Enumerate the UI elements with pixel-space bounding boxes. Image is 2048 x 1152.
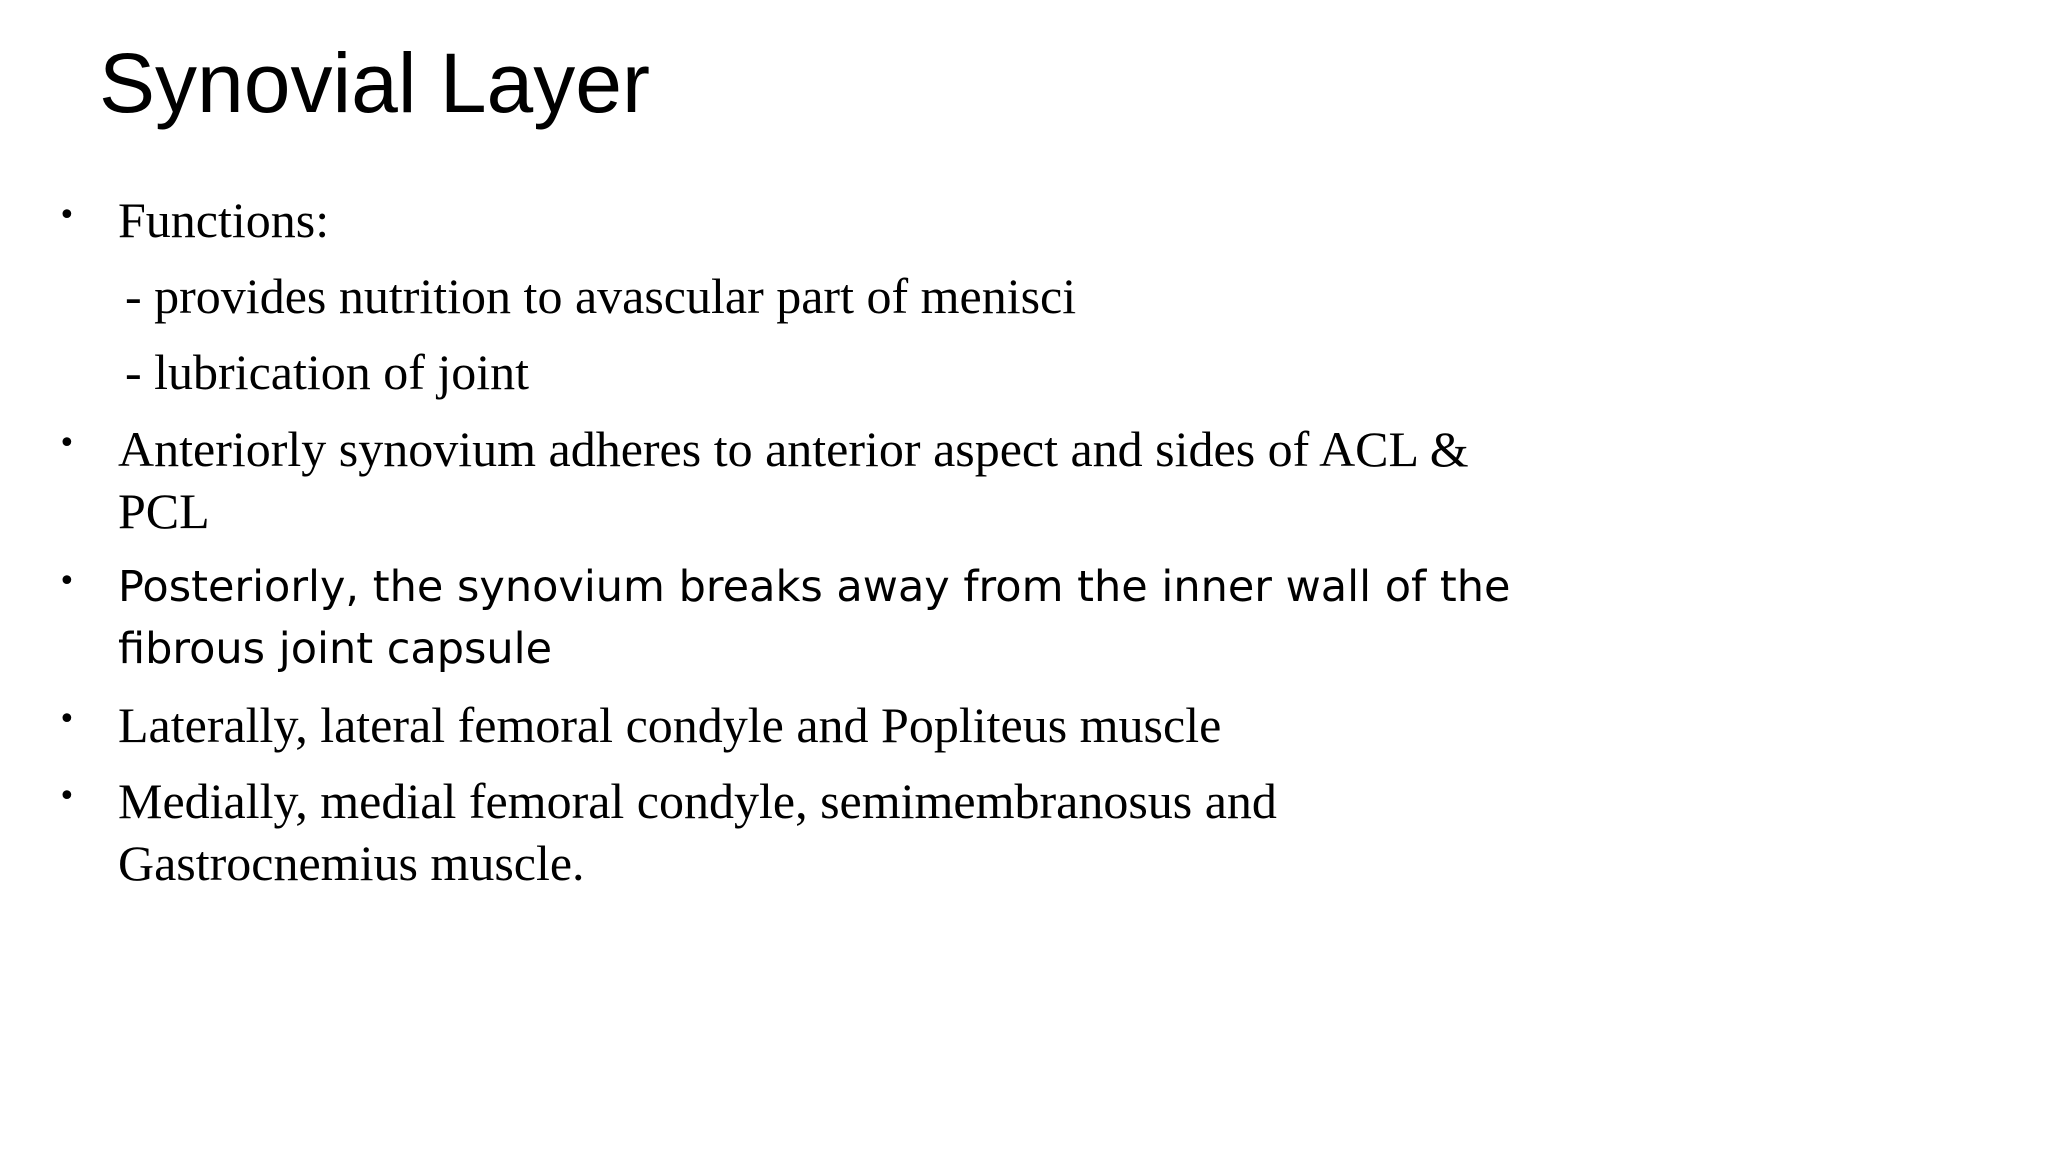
- bullet-anteriorly-line2: PCL: [118, 483, 210, 539]
- bullet-functions: Functions:: [118, 192, 330, 248]
- bullet-posteriorly-line2: fibrous joint capsule: [118, 624, 553, 674]
- bullet-medially-line2: Gastrocnemius muscle.: [118, 835, 585, 891]
- bullet-marker: •: [58, 702, 76, 737]
- slide-title: Synovial Layer: [99, 36, 650, 130]
- bullet-marker: •: [58, 564, 76, 599]
- sub-item-lubrication: - lubrication of joint: [125, 344, 530, 400]
- bullet-marker: •: [58, 426, 76, 461]
- bullet-medially-line1: Medially, medial femoral condyle, semimembranosus and: [118, 773, 1277, 829]
- bullet-marker: •: [58, 198, 76, 233]
- bullet-posteriorly-line1: Posteriorly, the synovium breaks away from the inner wall of the: [118, 562, 1511, 612]
- bullet-marker: •: [58, 779, 76, 814]
- bullet-laterally: Laterally, lateral femoral condyle and Popliteus muscle: [118, 697, 1222, 753]
- bullet-anteriorly-line1: Anteriorly synovium adheres to anterior aspect and sides of ACL &: [118, 421, 1469, 477]
- sub-item-nutrition: - provides nutrition to avascular part of menisci: [125, 268, 1077, 324]
